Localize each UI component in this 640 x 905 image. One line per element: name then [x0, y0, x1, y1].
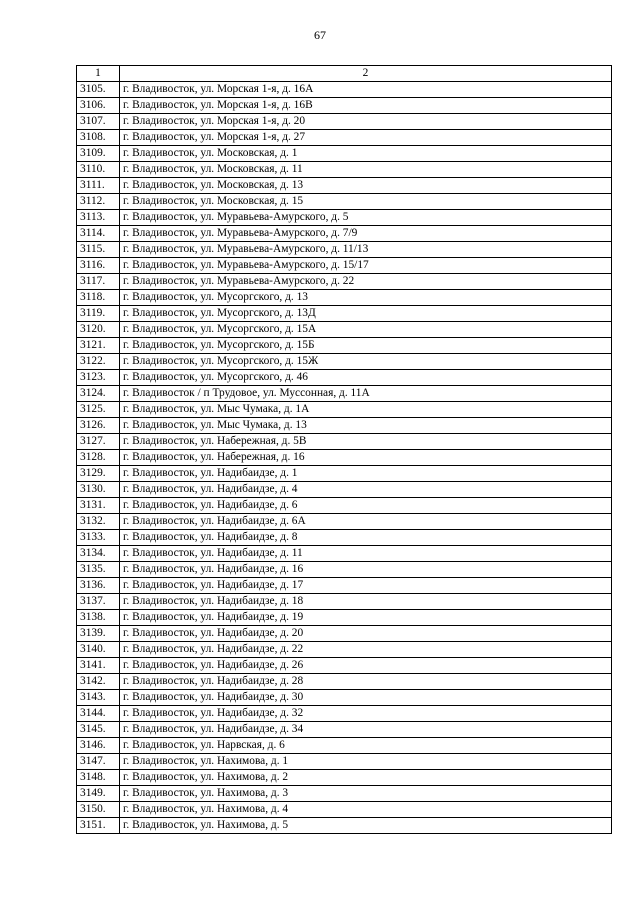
row-number: 3132. — [77, 514, 120, 530]
row-number: 3111. — [77, 178, 120, 194]
table-row — [77, 98, 612, 114]
row-number: 3124. — [77, 386, 120, 402]
row-number: 3140. — [77, 642, 120, 658]
row-address: г. Владивосток, ул. Надибаидзе, д. 20 — [120, 626, 612, 642]
table-row — [77, 82, 612, 98]
row-number: 3128. — [77, 450, 120, 466]
row-address: г. Владивосток, ул. Мыс Чумака, д. 13 — [120, 418, 612, 434]
row-address: г. Владивосток, ул. Нахимова, д. 5 — [120, 818, 612, 834]
row-number: 3118. — [77, 290, 120, 306]
row-address: г. Владивосток, ул. Надибаидзе, д. 11 — [120, 546, 612, 562]
row-number: 3148. — [77, 770, 120, 786]
row-address: г. Владивосток, ул. Нахимова, д. 3 — [120, 786, 612, 802]
table-row — [77, 546, 612, 562]
row-number: 3130. — [77, 482, 120, 498]
row-address: г. Владивосток, ул. Московская, д. 11 — [120, 162, 612, 178]
row-number: 3143. — [77, 690, 120, 706]
table-row — [77, 706, 612, 722]
table-row — [77, 514, 612, 530]
row-number: 3139. — [77, 626, 120, 642]
table-header-row — [77, 66, 612, 82]
row-number: 3133. — [77, 530, 120, 546]
table-row — [77, 242, 612, 258]
row-address: г. Владивосток, ул. Надибаидзе, д. 34 — [120, 722, 612, 738]
row-number: 3119. — [77, 306, 120, 322]
table-row — [77, 802, 612, 818]
row-address: г. Владивосток, ул. Набережная, д. 16 — [120, 450, 612, 466]
row-address: г. Владивосток, ул. Мусоргского, д. 15Б — [120, 338, 612, 354]
row-address: г. Владивосток, ул. Мусоргского, д. 15Ж — [120, 354, 612, 370]
table-row — [77, 322, 612, 338]
table-row — [77, 354, 612, 370]
row-address: г. Владивосток, ул. Нахимова, д. 2 — [120, 770, 612, 786]
row-number: 3142. — [77, 674, 120, 690]
table-row — [77, 626, 612, 642]
row-number: 3136. — [77, 578, 120, 594]
row-address: г. Владивосток, ул. Морская 1-я, д. 20 — [120, 114, 612, 130]
row-number: 3146. — [77, 738, 120, 754]
row-address: г. Владивосток, ул. Надибаидзе, д. 17 — [120, 578, 612, 594]
row-address: г. Владивосток, ул. Надибаидзе, д. 32 — [120, 706, 612, 722]
row-address: г. Владивосток, ул. Надибаидзе, д. 8 — [120, 530, 612, 546]
table-row — [77, 386, 612, 402]
row-address: г. Владивосток, ул. Надибаидзе, д. 19 — [120, 610, 612, 626]
row-address: г. Владивосток, ул. Надибаидзе, д. 30 — [120, 690, 612, 706]
row-address: г. Владивосток, ул. Надибаидзе, д. 26 — [120, 658, 612, 674]
row-number: 3106. — [77, 98, 120, 114]
row-address: г. Владивосток, ул. Мусоргского, д. 13Д — [120, 306, 612, 322]
row-number: 3113. — [77, 210, 120, 226]
row-address: г. Владивосток, ул. Надибаидзе, д. 16 — [120, 562, 612, 578]
row-address: г. Владивосток, ул. Нахимова, д. 1 — [120, 754, 612, 770]
row-address: г. Владивосток, ул. Надибаидзе, д. 28 — [120, 674, 612, 690]
row-address: г. Владивосток, ул. Московская, д. 15 — [120, 194, 612, 210]
column-header-number: 1 — [77, 66, 120, 82]
table-row — [77, 114, 612, 130]
table-row — [77, 818, 612, 834]
table-row — [77, 210, 612, 226]
address-table — [76, 65, 612, 834]
row-address: г. Владивосток, ул. Московская, д. 13 — [120, 178, 612, 194]
table-row — [77, 418, 612, 434]
row-number: 3107. — [77, 114, 120, 130]
table-row — [77, 754, 612, 770]
row-number: 3125. — [77, 402, 120, 418]
table-row — [77, 274, 612, 290]
row-address: г. Владивосток / п Трудовое, ул. Муссонная, д. 11А — [120, 386, 612, 402]
row-address: г. Владивосток, ул. Мусоргского, д. 15А — [120, 322, 612, 338]
row-address: г. Владивосток, ул. Морская 1-я, д. 16А — [120, 82, 612, 98]
row-number: 3138. — [77, 610, 120, 626]
row-address: г. Владивосток, ул. Мусоргского, д. 46 — [120, 370, 612, 386]
table-body — [77, 82, 612, 834]
row-address: г. Владивосток, ул. Надибаидзе, д. 6А — [120, 514, 612, 530]
table-row — [77, 162, 612, 178]
table-row — [77, 722, 612, 738]
table-row — [77, 674, 612, 690]
table-row — [77, 226, 612, 242]
table-row — [77, 530, 612, 546]
table-row — [77, 370, 612, 386]
row-address: г. Владивосток, ул. Надибаидзе, д. 4 — [120, 482, 612, 498]
table-row — [77, 578, 612, 594]
row-number: 3116. — [77, 258, 120, 274]
row-address: г. Владивосток, ул. Муравьева-Амурского, д. 11/13 — [120, 242, 612, 258]
row-number: 3115. — [77, 242, 120, 258]
row-number: 3141. — [77, 658, 120, 674]
row-number: 3123. — [77, 370, 120, 386]
row-number: 3127. — [77, 434, 120, 450]
row-number: 3147. — [77, 754, 120, 770]
row-number: 3126. — [77, 418, 120, 434]
row-address: г. Владивосток, ул. Мыс Чумака, д. 1А — [120, 402, 612, 418]
row-number: 3112. — [77, 194, 120, 210]
table-row — [77, 450, 612, 466]
table-row — [77, 786, 612, 802]
row-number: 3108. — [77, 130, 120, 146]
row-number: 3129. — [77, 466, 120, 482]
row-address: г. Владивосток, ул. Муравьева-Амурского, д. 7/9 — [120, 226, 612, 242]
row-address: г. Владивосток, ул. Набережная, д. 5В — [120, 434, 612, 450]
row-address: г. Владивосток, ул. Надибаидзе, д. 6 — [120, 498, 612, 514]
table-row — [77, 770, 612, 786]
row-number: 3145. — [77, 722, 120, 738]
table-row — [77, 642, 612, 658]
table-row — [77, 738, 612, 754]
table-row — [77, 434, 612, 450]
row-number: 3114. — [77, 226, 120, 242]
table-row — [77, 306, 612, 322]
row-number: 3150. — [77, 802, 120, 818]
row-address: г. Владивосток, ул. Нарвская, д. 6 — [120, 738, 612, 754]
row-number: 3110. — [77, 162, 120, 178]
row-number: 3135. — [77, 562, 120, 578]
row-address: г. Владивосток, ул. Надибаидзе, д. 1 — [120, 466, 612, 482]
row-number: 3144. — [77, 706, 120, 722]
row-number: 3151. — [77, 818, 120, 834]
row-number: 3149. — [77, 786, 120, 802]
table-row — [77, 562, 612, 578]
table-row — [77, 466, 612, 482]
row-address: г. Владивосток, ул. Муравьева-Амурского, д. 5 — [120, 210, 612, 226]
row-number: 3109. — [77, 146, 120, 162]
table-row — [77, 194, 612, 210]
table-row — [77, 258, 612, 274]
row-number: 3122. — [77, 354, 120, 370]
row-address: г. Владивосток, ул. Нахимова, д. 4 — [120, 802, 612, 818]
table-row — [77, 338, 612, 354]
row-address: г. Владивосток, ул. Надибаидзе, д. 22 — [120, 642, 612, 658]
table-row — [77, 690, 612, 706]
row-address: г. Владивосток, ул. Муравьева-Амурского, д. 22 — [120, 274, 612, 290]
row-address: г. Владивосток, ул. Муравьева-Амурского, д. 15/17 — [120, 258, 612, 274]
row-number: 3120. — [77, 322, 120, 338]
table-row — [77, 290, 612, 306]
row-number: 3105. — [77, 82, 120, 98]
row-address: г. Владивосток, ул. Морская 1-я, д. 27 — [120, 130, 612, 146]
column-header-address: 2 — [120, 66, 612, 82]
table-row — [77, 130, 612, 146]
table-row — [77, 146, 612, 162]
row-number: 3117. — [77, 274, 120, 290]
row-number: 3131. — [77, 498, 120, 514]
row-number: 3134. — [77, 546, 120, 562]
row-address: г. Владивосток, ул. Надибаидзе, д. 18 — [120, 594, 612, 610]
table-row — [77, 402, 612, 418]
row-address: г. Владивосток, ул. Мусоргского, д. 13 — [120, 290, 612, 306]
table-row — [77, 482, 612, 498]
row-address: г. Владивосток, ул. Морская 1-я, д. 16В — [120, 98, 612, 114]
table-row — [77, 178, 612, 194]
table-row — [77, 498, 612, 514]
page-number: 67 — [314, 28, 326, 42]
row-address: г. Владивосток, ул. Московская, д. 1 — [120, 146, 612, 162]
table-row — [77, 610, 612, 626]
row-number: 3137. — [77, 594, 120, 610]
row-number: 3121. — [77, 338, 120, 354]
table-row — [77, 658, 612, 674]
table-row — [77, 594, 612, 610]
